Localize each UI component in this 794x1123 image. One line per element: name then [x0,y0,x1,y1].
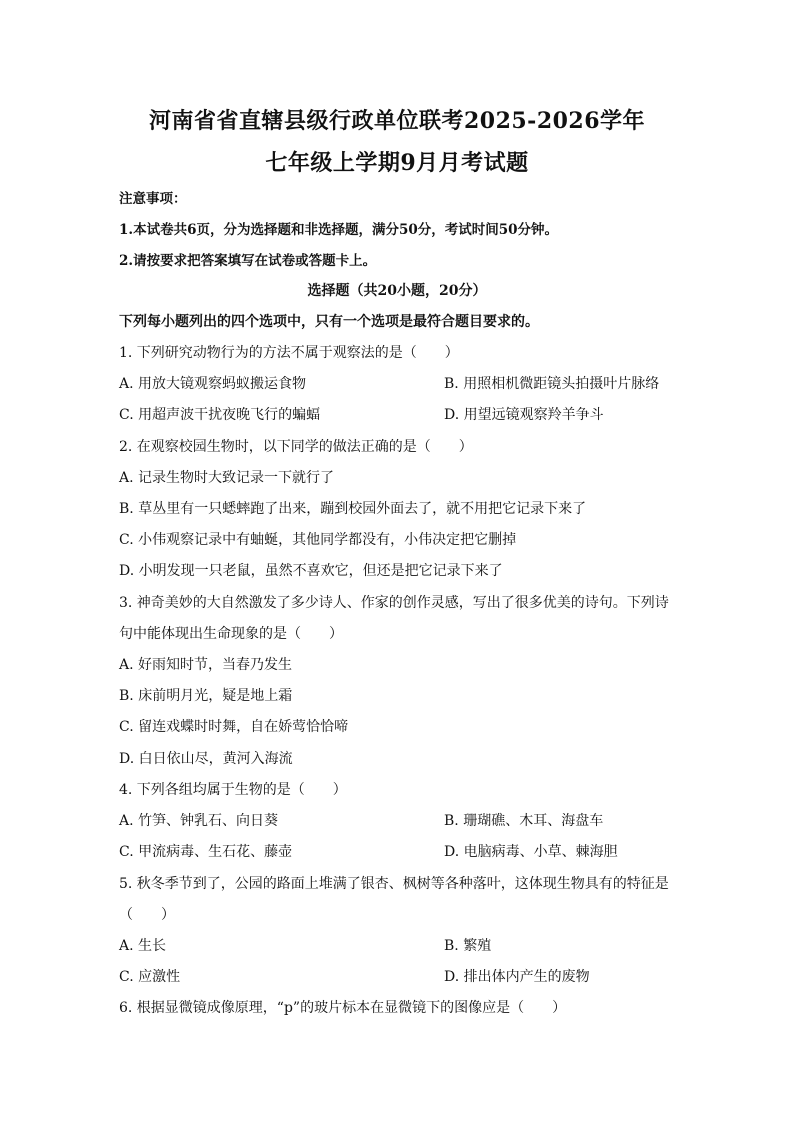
exam-title-line2: 七年级上学期9月月考试题 [265,150,529,176]
question-3-option-c: C. 留连戏蝶时时舞，自在娇莺恰恰啼 [119,719,349,735]
question-5-stem-line1: 5. 秋冬季节到了，公园的路面上堆满了银杏、枫树等各种落叶，这体现生物具有的特征是 [119,876,669,892]
section-title: 选择题（共20小题，20分） [307,283,487,299]
exam-title-line1: 河南省省直辖县级行政单位联考2025-2026学年 [148,108,646,134]
question-1-option-c: C. 用超声波干扰夜晚飞行的蝙蝠 [119,407,321,423]
notice-item-1: 1.本试卷共6页，分为选择题和非选择题，满分50分，考试时间50分钟。 [119,222,559,238]
question-4-stem: 4. 下列各组均属于生物的是（ ） [119,782,347,798]
notice-item-2: 2.请按要求把答案填写在试卷或答题卡上。 [119,253,377,269]
question-1-option-b: B. 用照相机微距镜头拍摄叶片脉络 [444,376,660,392]
question-2-option-a: A. 记录生物时大致记录一下就行了 [119,470,335,486]
question-4-option-b: B. 珊瑚礁、木耳、海盘车 [444,813,604,829]
question-3-option-b: B. 床前明月光，疑是地上霜 [119,688,293,704]
question-3-stem-line2: 句中能体现出生命现象的是（ ） [119,626,343,642]
question-2-stem: 2. 在观察校园生物时，以下同学的做法正确的是（ ） [119,439,473,455]
notice-heading: 注意事项： [119,191,187,207]
question-5-stem-line2: （ ） [119,907,175,923]
question-5-option-a: A. 生长 [119,938,167,954]
question-4-option-d: D. 电脑病毒、小草、棘海胆 [444,844,618,860]
question-5-option-c: C. 应激性 [119,969,181,985]
question-1-stem: 1. 下列研究动物行为的方法不属于观察法的是（ ） [119,345,459,361]
question-1-option-d: D. 用望远镜观察羚羊争斗 [444,407,604,423]
question-1-option-a: A. 用放大镜观察蚂蚁搬运食物 [119,376,307,392]
question-6-stem: 6. 根据显微镜成像原理，“p”的玻片标本在显微镜下的图像应是（ ） [119,1000,567,1016]
question-5-option-d: D. 排出体内产生的废物 [444,969,590,985]
question-2-option-d: D. 小明发现一只老鼠，虽然不喜欢它，但还是把它记录下来了 [119,563,503,579]
question-4-option-c: C. 甲流病毒、生石花、藤壶 [119,844,293,860]
section-instruction: 下列每小题列出的四个选项中，只有一个选项是最符合题目要求的。 [119,314,539,330]
question-2-option-c: C. 小伟观察记录中有蚰蜒，其他同学都没有，小伟决定把它删掉 [119,532,517,548]
question-5-option-b: B. 繁殖 [444,938,492,954]
question-3-option-d: D. 白日依山尽，黄河入海流 [119,751,293,767]
question-2-option-b: B. 草丛里有一只蟋蟀跑了出来，蹦到校园外面去了，就不用把它记录下来了 [119,501,587,517]
question-4-option-a: A. 竹笋、钟乳石、向日葵 [119,813,279,829]
question-3-option-a: A. 好雨知时节，当春乃发生 [119,657,293,673]
question-3-stem-line1: 3. 神奇美妙的大自然激发了多少诗人、作家的创作灵感，写出了很多优美的诗句。下列诗 [119,595,669,611]
